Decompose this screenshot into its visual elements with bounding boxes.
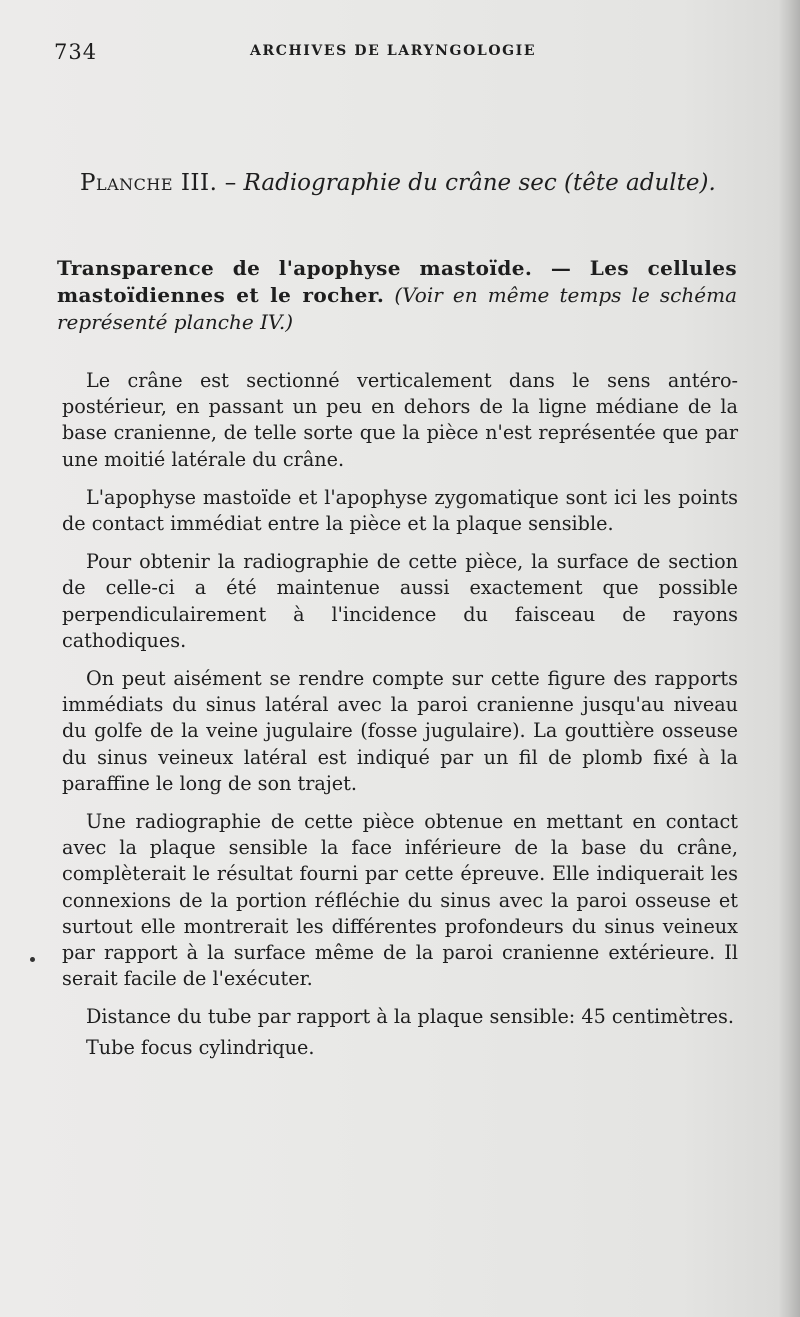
- page-number: 734: [54, 40, 98, 64]
- paragraph-2: L'apophyse mastoïde et l'apophyse zygomatique sont ici les points de contact immédiat entre la pièce et la plaque sensible.: [62, 485, 738, 536]
- page-edge-shadow: [778, 0, 800, 1317]
- paragraph-4: On peut aisément se rendre compte sur cette figure des rapports immédiats du sinus latéral avec la paroi cranienne jusqu'au niveau du golfe de la veine jugulaire (fosse jugulaire). La gouttière osseuse du sinus veineux latéral est indiqué par un fil de plomb fixé à la paraffine le long de son trajet.: [62, 667, 738, 795]
- closing-line-tube: Tube focus cylindrique.: [86, 1035, 315, 1059]
- running-head: [54, 40, 744, 70]
- journal-title: ARCHIVES DE LARYNGOLOGIE: [250, 43, 537, 59]
- body-text: [62, 368, 738, 1065]
- paragraph-3: Pour obtenir la radiographie de cette pièce, la surface de section de celle-ci a été maintenue aussi exactement que possible perpendiculairement à l'incidence du faisceau de rayons cathodiques.: [62, 550, 738, 652]
- paragraph-1: Le crâne est sectionné verticalement dans le sens antéro-postérieur, en passant un peu en dehors de la ligne médiane de la base cranienne, de telle sorte que la pièce n'est représentée que par une moitié latérale du crâne.: [62, 369, 738, 471]
- plate-dash: –: [217, 170, 244, 196]
- print-speck: [30, 957, 35, 962]
- plate-title: Radiographie du crâne sec (tête adulte).: [243, 170, 716, 196]
- section-heading-bold: Transparence de l'apophyse mastoïde. — Les cellules mastoïdiennes et le rocher.: [57, 256, 737, 307]
- plate-label: Planche III.: [80, 170, 218, 196]
- section-heading: [57, 255, 737, 336]
- closing-line-distance: Distance du tube par rapport à la plaque sensible: 45 centimètres.: [86, 1005, 734, 1029]
- paragraph-5: Une radiographie de cette pièce obtenue en mettant en contact avec la plaque sensible la face inférieure de la base du crâne, complèterait le résultat fourni par cette épreuve. Elle indiquerait les connexions de la portion réfléchie du sinus avec la paroi osseuse et surtout elle montrerait les différentes profondeurs du sinus veineux par rapport à la surface même de la paroi cranienne extérieure. Il serait facile de l'exécuter.: [62, 810, 738, 991]
- section-heading-note: (Voir en même temps le schéma représenté planche IV.): [57, 283, 737, 334]
- plate-caption: [80, 170, 760, 196]
